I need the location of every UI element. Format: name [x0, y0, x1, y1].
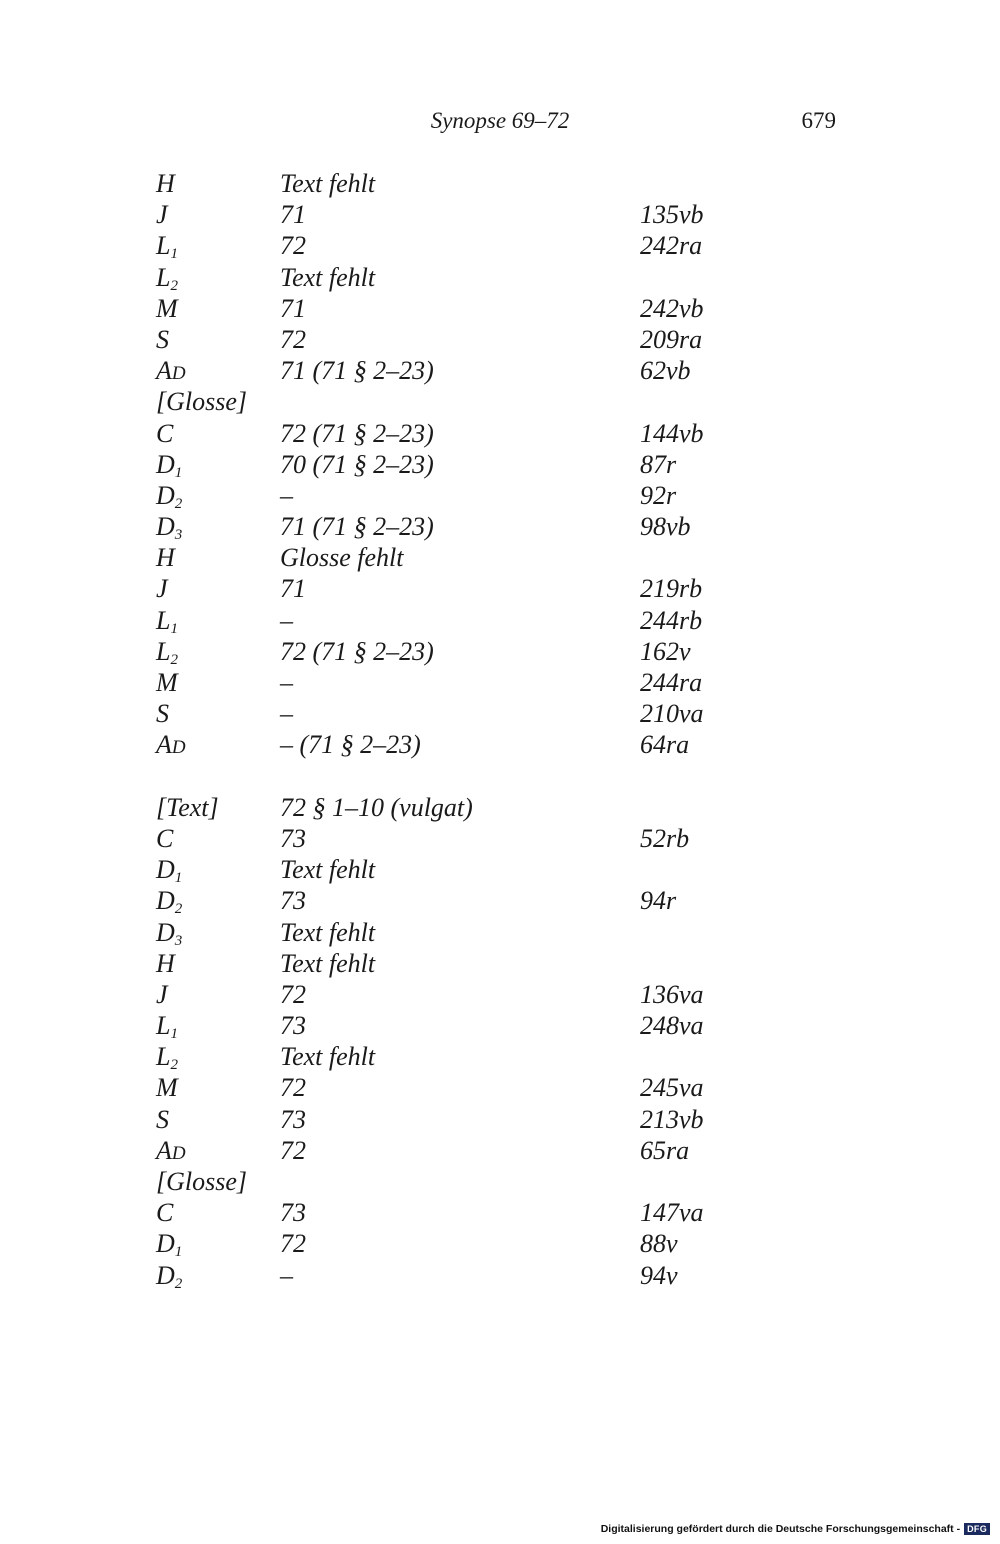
chapter-reference: 71 [280, 574, 306, 604]
siglum-letter: D [156, 512, 175, 542]
synopsis-row [0, 293, 1000, 324]
siglum-subscript: 1 [174, 870, 183, 887]
manuscript-siglum [156, 418, 173, 449]
folio-reference: 162v [640, 636, 691, 666]
folio-reference: 242ra [640, 231, 703, 261]
siglum-letter: D [156, 1229, 175, 1259]
synopsis-row [0, 605, 1000, 636]
synopsis-row [0, 1072, 1000, 1103]
manuscript-siglum [156, 168, 175, 199]
siglum-letter: S [156, 1104, 169, 1134]
siglum-letter: S [156, 324, 169, 354]
folio-reference: 65ra [640, 1135, 690, 1165]
chapter-reference: 71 [280, 200, 306, 230]
folio-reference: 219rb [640, 574, 703, 604]
synopsis-row [0, 1104, 1000, 1135]
synopsis-row [0, 1260, 1000, 1291]
synopsis-row [0, 1010, 1000, 1041]
synopsis-row [0, 1166, 1000, 1197]
chapter-reference: – (71 § 2–23) [280, 730, 421, 760]
folio-reference: 209ra [640, 324, 703, 354]
manuscript-siglum [156, 948, 175, 979]
siglum-subscript: 1 [170, 620, 178, 637]
chapter-reference: Text fehlt [280, 1042, 376, 1072]
folio-reference: 88v [640, 1229, 678, 1259]
chapter-reference: 72 (71 § 2–23) [280, 418, 434, 448]
siglum-letter: H [156, 948, 175, 978]
synopsis-row [0, 573, 1000, 604]
manuscript-siglum [156, 698, 169, 729]
manuscript-siglum [156, 324, 169, 355]
siglum-letter: A [156, 356, 172, 386]
folio-reference: 242vb [640, 293, 704, 323]
manuscript-siglum [156, 979, 168, 1010]
siglum-letter: H [156, 543, 175, 573]
synopsis-row [0, 199, 1000, 230]
siglum-subscript: 2 [170, 651, 178, 668]
siglum-subscript: 1 [174, 464, 183, 481]
synopsis-row [0, 636, 1000, 667]
siglum-letter: L [156, 231, 171, 261]
siglum-subscript: 1 [170, 246, 178, 263]
digitization-credit [601, 1523, 990, 1535]
siglum-subscript: 2 [170, 1057, 178, 1074]
synopsis-row [0, 355, 1000, 386]
chapter-reference: Text fehlt [280, 948, 376, 978]
manuscript-siglum [156, 573, 168, 604]
synopsis-row [0, 449, 1000, 480]
siglum-subscript: 2 [174, 901, 183, 918]
manuscript-siglum [156, 1072, 178, 1103]
chapter-reference: 73 [280, 1198, 306, 1228]
synopsis-table [0, 168, 1000, 1291]
folio-reference: 248va [640, 1011, 704, 1041]
siglum-letter: M [156, 1073, 178, 1103]
credit-text: Digitalisierung gefördert durch die Deutsche Forschungsgemeinschaft - [600, 1523, 961, 1535]
siglum-letter: C [156, 1198, 174, 1228]
siglum-subscript: 2 [170, 277, 178, 294]
siglum-letter: D [156, 449, 175, 479]
synopsis-row [0, 386, 1000, 417]
chapter-reference: 72 [280, 1073, 306, 1103]
synopsis-row [0, 262, 1000, 293]
chapter-reference: 72 [280, 1135, 306, 1165]
chapter-reference: 72 (71 § 2–23) [280, 636, 434, 666]
chapter-reference: 71 (71 § 2–23) [280, 512, 434, 542]
dfg-logo: DFG [964, 1523, 990, 1535]
synopsis-row [0, 1197, 1000, 1228]
siglum-letter: D [156, 855, 175, 885]
siglum-letter: [Text] [156, 792, 219, 822]
synopsis-row [0, 168, 1000, 199]
synopsis-row [0, 324, 1000, 355]
chapter-reference: 72 § 1–10 (vulgat) [280, 792, 473, 822]
folio-reference: 136va [640, 979, 704, 1009]
chapter-reference: – [280, 605, 293, 635]
chapter-reference: Text fehlt [280, 169, 376, 198]
manuscript-siglum [156, 729, 186, 763]
siglum-letter: A [156, 730, 172, 760]
running-header-title: Synopse 69–72 [430, 108, 570, 133]
chapter-reference: – [280, 699, 293, 729]
chapter-reference: 72 [280, 979, 306, 1009]
manuscript-siglum [156, 1260, 182, 1300]
siglum-small-caps: D [171, 737, 187, 759]
synopsis-row [0, 1135, 1000, 1166]
synopsis-row [0, 854, 1000, 885]
manuscript-siglum [156, 1135, 186, 1169]
chapter-reference: Text fehlt [280, 855, 376, 885]
synopsis-row [0, 667, 1000, 698]
siglum-letter: M [156, 668, 178, 697]
siglum-letter: L [156, 1011, 171, 1041]
manuscript-siglum [156, 542, 175, 573]
chapter-reference: Text fehlt [280, 917, 376, 947]
folio-reference: 62vb [640, 356, 691, 386]
synopsis-row [0, 418, 1000, 449]
folio-reference: 213vb [640, 1104, 704, 1134]
chapter-reference: 73 [280, 886, 306, 916]
synopsis-row [0, 230, 1000, 261]
folio-reference: 144vb [640, 418, 704, 448]
siglum-letter: L [156, 262, 171, 292]
folio-reference: 94r [640, 886, 677, 916]
chapter-reference: 73 [280, 1104, 306, 1134]
folio-reference: 245va [640, 1073, 704, 1103]
folio-reference: 87r [640, 449, 677, 479]
manuscript-siglum [156, 1166, 247, 1197]
siglum-subscript: 1 [170, 1026, 178, 1043]
siglum-letter: S [156, 699, 169, 729]
siglum-letter: [Glosse] [156, 387, 248, 417]
folio-reference: 64ra [640, 730, 690, 760]
chapter-reference: 70 (71 § 2–23) [280, 449, 434, 479]
siglum-letter: L [156, 605, 171, 635]
synopsis-row [0, 948, 1000, 979]
siglum-letter: C [156, 823, 174, 853]
synopsis-row [0, 979, 1000, 1010]
chapter-reference: – [280, 668, 293, 697]
chapter-reference: 71 [280, 293, 306, 323]
synopsis-row [0, 511, 1000, 542]
siglum-letter: J [156, 200, 168, 230]
chapter-reference: – [280, 480, 293, 510]
siglum-letter: [Glosse] [156, 1167, 248, 1196]
manuscript-siglum [156, 293, 178, 324]
synopsis-row [0, 729, 1000, 760]
manuscript-siglum [156, 667, 178, 698]
synopsis-row [0, 480, 1000, 511]
siglum-letter: D [156, 886, 175, 916]
folio-reference: 92r [640, 480, 677, 510]
siglum-letter: J [156, 574, 168, 604]
manuscript-siglum [156, 1197, 173, 1228]
manuscript-siglum [156, 1104, 169, 1135]
synopsis-row [0, 1228, 1000, 1259]
folio-reference: 98vb [640, 512, 691, 542]
folio-reference: 94v [640, 1260, 678, 1290]
folio-reference: 210va [640, 699, 704, 729]
manuscript-siglum [156, 386, 247, 417]
siglum-subscript: 3 [174, 932, 183, 949]
siglum-letter: H [156, 169, 175, 198]
manuscript-siglum [156, 199, 168, 230]
siglum-small-caps: D [171, 1142, 187, 1164]
synopsis-row [0, 698, 1000, 729]
synopsis-row [0, 917, 1000, 948]
synopsis-row [0, 542, 1000, 573]
siglum-letter: L [156, 1042, 171, 1072]
manuscript-siglum [156, 792, 219, 823]
chapter-reference: 72 [280, 1229, 306, 1259]
chapter-reference: 72 [280, 324, 306, 354]
siglum-letter: L [156, 636, 171, 666]
folio-reference: 244rb [640, 605, 703, 635]
siglum-letter: D [156, 917, 175, 947]
chapter-reference: – [280, 1260, 293, 1290]
siglum-letter: D [156, 480, 175, 510]
siglum-letter: C [156, 418, 174, 448]
manuscript-siglum [156, 355, 186, 389]
siglum-letter: A [156, 1135, 172, 1165]
siglum-small-caps: D [171, 363, 187, 385]
chapter-reference: 73 [280, 1011, 306, 1041]
folio-reference: 244ra [640, 668, 703, 697]
folio-reference: 147va [640, 1198, 704, 1228]
siglum-subscript: 3 [174, 527, 183, 544]
chapter-reference: 71 (71 § 2–23) [280, 356, 434, 386]
synopsis-row [0, 885, 1000, 916]
folio-reference: 52rb [640, 823, 690, 853]
siglum-subscript: 2 [174, 1275, 183, 1292]
siglum-letter: M [156, 293, 178, 323]
siglum-letter: J [156, 979, 168, 1009]
manuscript-siglum [156, 823, 173, 854]
folio-reference: 135vb [640, 200, 704, 230]
siglum-letter: D [156, 1260, 175, 1290]
siglum-subscript: 2 [174, 495, 183, 512]
chapter-reference: 73 [280, 823, 306, 853]
chapter-reference: 72 [280, 231, 306, 261]
synopsis-row [0, 823, 1000, 854]
synopsis-row [0, 792, 1000, 823]
chapter-reference: Glosse fehlt [280, 543, 404, 573]
chapter-reference: Text fehlt [280, 262, 376, 292]
page-number: 679 [801, 108, 836, 133]
synopsis-row [0, 1041, 1000, 1072]
siglum-subscript: 1 [174, 1244, 183, 1261]
